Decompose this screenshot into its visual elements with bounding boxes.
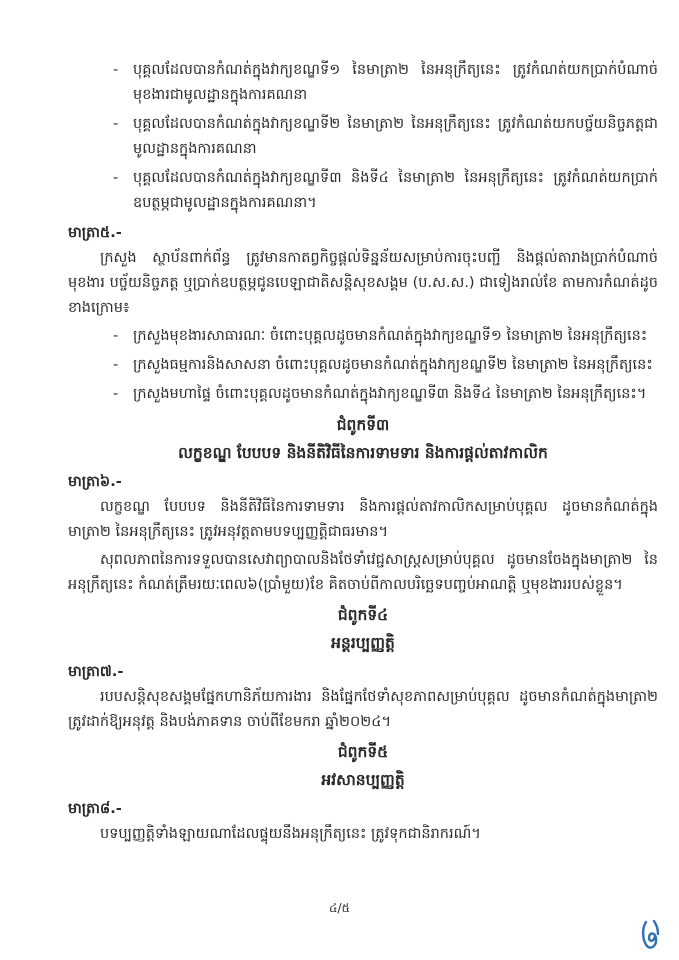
list-item: - ក្រសួងធម្មការនិងសាសនា ចំពោះបុគ្គលដូចមានកំណត់ក្នុងវាក្យខណ្ឌទី២ នៃមាត្រា២ នៃអនុក្រឹត្យនេះ — [113, 357, 653, 373]
list-item: - បុគ្គលដែលបានកំណត់ក្នុងវាក្យខណ្ឌទី២ នៃមាត្រា២ នៃអនុក្រឹត្យនេះ ត្រូវកំណត់យកបច្ច័យនិច្ចភត្តជាមូលដ្ឋានក្នុងការគណនា — [113, 116, 658, 157]
article-5-paragraph: ក្រសួង ស្ថាប័នពាក់ព័ន្ធ ត្រូវមានកាតព្វកិច្ចផ្តល់ទិន្នន័យសម្រាប់ការចុះបញ្ជី និងផ្តល់តារាងប្រាក់បំណាច់មុខងារ បច្ច័យនិច្ចភត្ត ឬប្រាក់ឧបត្ថម្ភជូនបេឡាជាតិសន្តិសុខសង្គម (ប.ស.ស.) ជាទៀងរាល់ខែ តាមការកំណត់ដូចខាងក្រោម៖ — [68, 250, 658, 316]
initial-signature-icon — [640, 918, 662, 954]
chapter-4-number: ជំពូកទី៤ — [337, 606, 389, 624]
article-6-paragraph-1: លក្ខខណ្ឌ បែបបទ និងនីតិវិធីនៃការទាមទារ និងការផ្តល់តាវកាលិកសម្រាប់បុគ្គល ដូចមានកំណត់ក្នុងមាត្រា២ នៃអនុក្រឹត្យនេះ ត្រូវអនុវត្តតាមបទប្បញ្ញត្តិជាធរមាន។ — [68, 499, 658, 540]
page-number: ៤/៥ — [328, 901, 351, 915]
article-8-heading: មាត្រា៨.- — [68, 801, 122, 817]
chapter-5-number: ជំពូកទី៥ — [337, 743, 389, 761]
list-item: - បុគ្គលដែលបានកំណត់ក្នុងវាក្យខណ្ឌទី៣ និងទី៤ នៃមាត្រា២ នៃអនុក្រឹត្យនេះ ត្រូវកំណត់យកប្រាក់ឧបត្ថម្ភជាមូលដ្ឋានក្នុងការគណនា។ — [113, 170, 658, 211]
document-page — [68, 58, 658, 850]
chapter-5-title: អវសានប្បញ្ញត្តិ — [321, 771, 405, 789]
article-7-paragraph: របបសន្តិសុខសង្គមផ្នែកហានិភ័យការងារ និងផ្នែកថែទាំសុខភាពសម្រាប់បុគ្គល ដូចមានកំណត់ក្នុងមាត្រា២ ត្រូវដាក់ឱ្យអនុវត្ត និងបង់ភាគទាន ចាប់ពីខែមករា ឆ្នាំ២០២៤។ — [68, 689, 658, 730]
list-item: - ក្រសួងមុខងារសាធារណៈ ចំពោះបុគ្គលដូចមានកំណត់ក្នុងវាក្យខណ្ឌទី១ នៃមាត្រា២ នៃអនុក្រឹត្យនេះ — [113, 328, 648, 344]
list-item: - បុគ្គលដែលបានកំណត់ក្នុងវាក្យខណ្ឌទី១ នៃមាត្រា២ នៃអនុក្រឹត្យនេះ ត្រូវកំណត់យកប្រាក់បំណាច់មុខងារជាមូលដ្ឋានក្នុងការគណនា — [113, 62, 658, 103]
article-6-paragraph-2: សុពលភាពនៃការទទួលបានសេវាព្យាបាលនិងថែទាំវេជ្ជសាស្ត្រសម្រាប់បុគ្គល ដូចមានចែងក្នុងមាត្រា២ នៃអនុក្រឹត្យនេះ កំណត់ត្រឹមរយៈពេល៦(ប្រាំមួយ)ខែ គិតចាប់ពីកាលបរិច្ឆេទបញ្ចប់អាណត្តិ ឬមុខងាររបស់ខ្លួន។ — [68, 552, 658, 593]
list-item: - ក្រសួងមហាផ្ទៃ ចំពោះបុគ្គលដូចមានកំណត់ក្នុងវាក្យខណ្ឌទី៣ និងទី៤ នៃមាត្រា២ នៃអនុក្រឹត្យនេះ។ — [113, 386, 647, 402]
article-7-heading: មាត្រា៧.- — [68, 664, 124, 680]
article-8-paragraph: បទប្បញ្ញត្តិទាំងឡាយណាដែលផ្ទុយនឹងអនុក្រឹត្យនេះ ត្រូវទុកជានិរាករណ៍។ — [100, 826, 481, 842]
article-5-heading: មាត្រា៥.- — [68, 225, 122, 241]
article-6-heading: មាត្រា៦.- — [68, 474, 122, 490]
chapter-4-title: អន្តរប្បញ្ញត្តិ — [331, 634, 395, 652]
chapter-3-title: លក្ខខណ្ឌ បែបបទ និងនីតិវិធីនៃការទាមទារ និងការផ្តល់តាវកាលិក — [178, 444, 548, 462]
chapter-3-number: ជំពូកទី៣ — [336, 416, 390, 434]
